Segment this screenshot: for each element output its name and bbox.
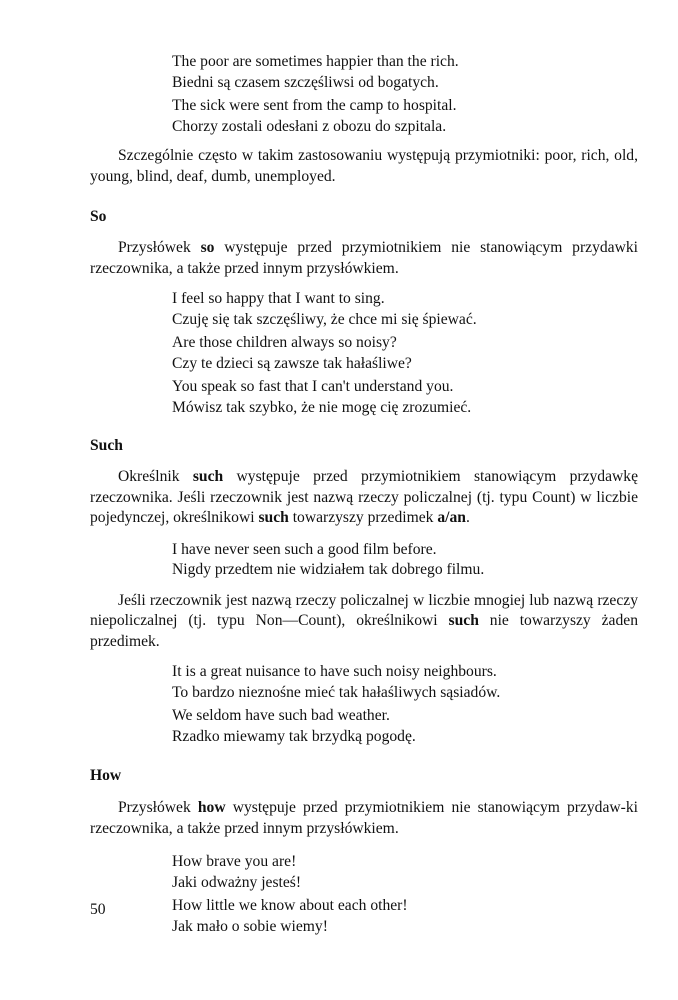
example-pair	[172, 289, 638, 330]
example-pair	[172, 540, 638, 581]
text-run: towarzyszy przedimek	[288, 509, 438, 526]
heading-how: How	[90, 767, 122, 784]
example-en: How brave you are!	[172, 853, 297, 870]
examples-such-1	[172, 540, 638, 581]
examples-such-2	[172, 662, 638, 747]
example-en: We seldom have such bad weather.	[172, 707, 390, 724]
keyword: so	[200, 239, 215, 256]
examples-how	[172, 852, 638, 937]
example-en: It is a great nuisance to have such noisy neighbours.	[172, 663, 497, 680]
paragraph-so	[90, 238, 638, 279]
text-run: występuje przed przymiotnikiem nie stanowiącym przydawki rzeczownika, a także przed innym przysłówkiem.	[90, 239, 638, 277]
example-pl: Jak mało o sobie wiemy!	[172, 917, 328, 935]
text-run: Jeśli rzeczownik jest nazwą rzeczy policzalnej w liczbie mnogiej lub nazwą rzeczy niepoliczalnej (tj. typu Non—Count), określnikowi	[90, 591, 638, 629]
example-pl: Czy te dzieci są zawsze tak hałaśliwe?	[172, 354, 412, 372]
text-run: występuje przed przymiotnikiem stanowiącym przydawkę rzeczownika. Jeśli rzeczownik jest nazwą rzeczy policzalnej (tj. typu Count) w liczbie pojedynczej, określnikowi	[90, 468, 638, 526]
heading-such: Such	[90, 437, 123, 454]
example-en: How little we know about each other!	[172, 897, 408, 914]
example-pl: Rzadko miewamy tak brzydką pogodę.	[172, 727, 416, 745]
example-pl: Czuję się tak szczęśliwy, że chce mi się śpiewać.	[172, 310, 477, 328]
text-run: występuje przed przymiotnikiem nie stanowiącym przydaw-ki rzeczownika, a także przed innym przysłówkiem.	[90, 799, 638, 837]
examples-top	[172, 52, 638, 137]
paragraph-such-1	[90, 467, 638, 529]
example-en: I feel so happy that I want to sing.	[172, 290, 385, 307]
example-en: The poor are sometimes happier than the rich.	[172, 53, 459, 70]
text-run: .	[465, 509, 470, 526]
example-pl: Jaki odważny jesteś!	[172, 873, 302, 891]
example-en: Are those children always so noisy?	[172, 334, 397, 351]
example-pair	[172, 377, 638, 418]
example-pl: Nigdy przedtem nie widziałem tak dobrego filmu.	[172, 561, 485, 578]
example-pair	[172, 706, 638, 747]
keyword: such	[448, 612, 479, 629]
example-pair	[172, 662, 638, 703]
paragraph-how	[90, 798, 638, 839]
example-pair	[172, 896, 638, 937]
example-pair	[172, 852, 638, 893]
example-pair	[172, 96, 638, 137]
example-pl: Mówisz tak szybko, że nie mogę cię zrozumieć.	[172, 398, 472, 416]
example-en: You speak so fast that I can't understand you.	[172, 378, 454, 395]
text-run: Przysłówek	[118, 799, 198, 816]
page-body	[90, 52, 638, 937]
keyword: a/an	[437, 509, 466, 526]
text-run: nie towarzyszy żaden przedimek.	[90, 612, 638, 650]
example-pair	[172, 333, 638, 374]
paragraph-adjectives: Szczególnie często w takim zastosowaniu występują przymiotniki: poor, rich, old, young, blind, deaf, dumb, unemployed.	[90, 147, 638, 185]
text-run: Określnik	[118, 468, 193, 485]
example-pl: Biedni są czasem szczęśliwsi od bogatych.	[172, 73, 439, 91]
keyword: such	[192, 468, 224, 485]
keyword: such	[258, 509, 289, 526]
text-run: Przysłówek	[118, 239, 201, 256]
example-pl: Chorzy zostali odesłani z obozu do szpitala.	[172, 117, 447, 135]
keyword: how	[197, 799, 226, 816]
example-pl: To bardzo nieznośne mieć tak hałaśliwych sąsiadów.	[172, 683, 501, 701]
example-en: I have never seen such a good film before.	[172, 540, 437, 558]
examples-so	[172, 289, 638, 418]
heading-so: So	[90, 208, 107, 225]
example-pair	[172, 52, 638, 93]
page-number: 50	[90, 901, 106, 918]
example-en: The sick were sent from the camp to hospital.	[172, 97, 457, 114]
paragraph-such-2	[90, 591, 638, 653]
